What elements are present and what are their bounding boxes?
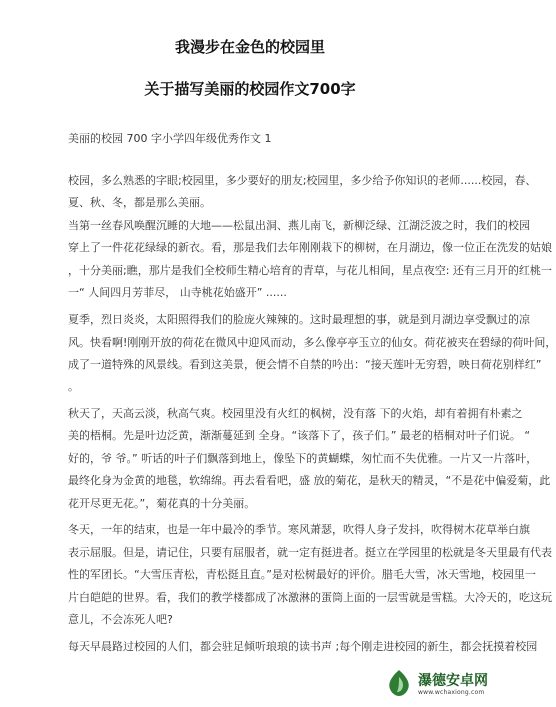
body-line: 。 xyxy=(68,380,79,393)
body-line: 片白皑皑的世界。看，我们的教学楼都成了冰激淋的蛋筒上面的一层雪就是雪糕。大冷天的，吃这玩 xyxy=(68,591,552,604)
body-line: 秋天了，天高云淡，秋高气爽。校园里没有火红的枫树，没有落 下的火焰，却有着拥有朴素之 xyxy=(68,407,523,420)
leaf-drop-logo-icon xyxy=(384,668,414,698)
body-line: 夏季，烈日炎炎，太阳照得我们的脸庞火辣辣的。这时最理想的事，就是到月湖边享受飘过的凉 xyxy=(68,313,530,326)
body-line: ，十分美丽;瞧，那片是我们全校师生精心培育的青草，与花儿相间，星点夜空: 还有三月开的红桃一 xyxy=(68,264,552,277)
body-line: 好的，爷 爷。” 听话的叶子们飘落到地上，像坠下的黄蝴蝶，匆忙而不失优雅。一片又一片落叶， xyxy=(68,452,538,465)
body-line: 性的军团长。“大雪压青松，青松挺且直。”是对松树最好的评价。腊毛大雪，冰天雪地，校园里一 xyxy=(68,568,536,581)
body-line: 成了一道特殊的风景线。看到这美景，便会情不自禁的吟出：“接天莲叶无穷碧，映日荷花别样红” xyxy=(68,358,542,371)
body-line: 校园，多么熟悉的字眼;校园里，多少要好的朋友;校园里，多少给予你知识的老师......校园，春、 xyxy=(68,174,537,187)
body-line: 风。快看啊!刚刚开放的荷花在微风中迎风而动，多么像亭亭玉立的仙女。荷花被夹在碧绿的荷叶间， xyxy=(68,336,556,349)
site-watermark xyxy=(384,664,494,704)
body-line: 穿上了一件花花绿绿的新衣。看，那是我们去年刚刚栽下的柳树，在月湖边，像一位正在洗发的姑娘 xyxy=(68,241,552,254)
page-title: 我漫步在金色的校园里 xyxy=(174,38,325,56)
body-line: 冬天，一年的结束，也是一年中最冷的季节。寒风萧瑟，吹得人身子发抖，吹得树木花草举白旗 xyxy=(68,523,530,536)
watermark-name: 瀑德安卓网 xyxy=(418,673,488,689)
body-line: 每天早晨路过校园的人们，都会驻足倾听琅琅的读书声 ;每个刚走进校园的新生，都会抚摸着校园 xyxy=(68,640,538,653)
body-line: 美的梧桐。先是叶边泛黄，渐渐蔓延到 全身。“该落下了，孩子们。” 最老的梧桐对叶子们说。 “ xyxy=(68,429,531,442)
page-subtitle: 关于描写美丽的校园作文700字 xyxy=(144,80,356,98)
body-line: 意儿，不会冻死人吧? xyxy=(68,613,173,626)
body-line: 花开尽更无花。”，菊花真的十分美丽。 xyxy=(68,497,256,510)
section-heading: 美丽的校园 700 字小学四年级优秀作文 1 xyxy=(68,132,272,145)
watermark-url: www.wchaxiong.com xyxy=(418,689,485,696)
body-line: 当第一丝春风唤醒沉睡的大地——松鼠出洞、燕儿南飞，新柳泛绿、江湖泛波之时，我们的校园 xyxy=(68,219,530,232)
body-line: 夏、秋、冬，都是那么美丽。 xyxy=(68,196,211,209)
body-line: 最终化身为金黄的地毯，软绵绵。再去看看吧，盛 放的菊花，是秋天的精灵，“不是花中偏爱菊，此 xyxy=(68,474,551,487)
body-line: 一“ 人间四月芳菲尽， 山寺桃花始盛开” ...... xyxy=(68,286,287,299)
body-line: 表示屈服。但是，请记住，只要有屈服者，就一定有挺进者。挺立在学园里的松就是冬天里最有代表 xyxy=(68,546,552,559)
